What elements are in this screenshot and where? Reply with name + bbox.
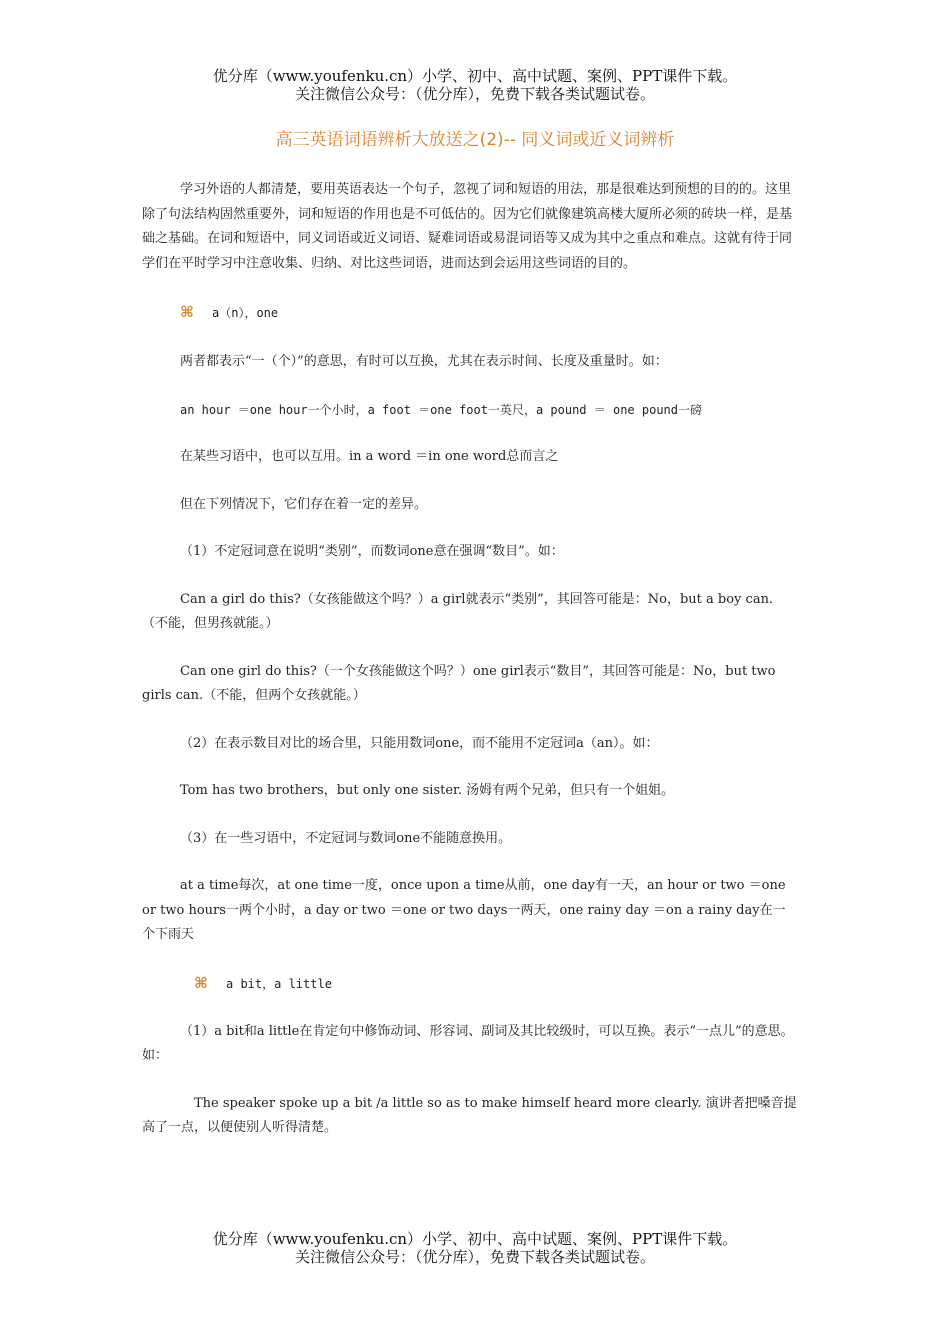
- footer-line-2: 关注微信公众号：（优分库），免费下载各类试题试卷。: [294, 1248, 655, 1266]
- command-icon: ⌘: [194, 973, 208, 992]
- paragraph: Can one girl do this?（一个女孩能做这个吗？）one girl表示“数目”，其回答可能是：No，but two girls can.（不能，但两个女孩就能。）: [142, 663, 776, 703]
- section-heading-a-bit: [142, 971, 797, 997]
- header-line-2: 关注微信公众号：（优分库），免费下载各类试题试卷。: [294, 85, 655, 103]
- section-heading-text: a bit，a little: [226, 976, 332, 991]
- paragraph: （3）在一些习语中，不定冠词与数词one不能随意换用。: [180, 830, 512, 846]
- paragraph: （1）不定冠词意在说明“类别”，而数词one意在强调“数目”。如：: [180, 544, 564, 559]
- intro-paragraph: 学习外语的人都清楚，要用英语表达一个句子，忽视了词和短语的用法，那是很难达到预想的目的的。这里除了句法结构固然重要外，词和短语的作用也是不可低估的。因为它们就像建筑高楼大厦所必须的砖块一样，是基础之基础。在词和短语中，同义词语或近义词语、疑难词语或易混词语等又成为其中之重点和难点。这就有待于同学们在平时学习中注意收集、归纳、对比这些词语，进而达到会运用这些词语的目的。: [142, 182, 793, 271]
- section-heading-a-one: [142, 300, 797, 326]
- paragraph: an hour ＝one hour一个小时，a foot ＝one foot一英尺，a pound ＝ one pound一磅: [180, 402, 703, 417]
- document-body: [142, 178, 797, 1141]
- paragraph: The speaker spoke up a bit /a little so as to make himself heard more clearly. 演讲者把嗓音提高了一点，以便使别人听得清楚。: [142, 1095, 797, 1135]
- document-title: 高三英语词语辨析大放送之(2)-- 同义词或近义词辨析: [275, 130, 675, 150]
- header-line-1: 优分库（www.youfenku.cn）小学、初中、高中试题、案例、PPT课件下载。: [212, 67, 738, 85]
- paragraph: Can a girl do this?（女孩能做这个吗？）a girl就表示“类别”，其回答可能是：No，but a boy can.（不能，但男孩就能。）: [142, 591, 774, 631]
- command-icon: ⌘: [180, 303, 194, 321]
- footer-line-1: 优分库（www.youfenku.cn）小学、初中、高中试题、案例、PPT课件下载。: [212, 1230, 738, 1248]
- paragraph: 两者都表示“一（个）”的意思，有时可以互换，尤其在表示时间、长度及重量时。如：: [180, 354, 668, 369]
- paragraph: 但在下列情况下，它们存在着一定的差异。: [180, 496, 428, 512]
- page-header: [0, 67, 950, 103]
- paragraph: at a time每次，at one time一度，once upon a time从前，one day有一天，an hour or two ＝one or two hours一两个小时，a day or two ＝one or two days一两天，one rainy day ＝on a rainy day在一个下雨天: [142, 878, 786, 942]
- paragraph: （2）在表示数目对比的场合里，只能用数词one，而不能用不定冠词a（an）。如：: [180, 735, 659, 751]
- paragraph: （1）a bit和a little在肯定句中修饰动词、形容词、副词及其比较级时，可以互换。表示“一点儿”的意思。如：: [142, 1023, 794, 1063]
- page-footer: [0, 1230, 950, 1266]
- section-heading-text: a（n），one: [212, 306, 279, 320]
- paragraph: Tom has two brothers，but only one sister. 汤姆有两个兄弟，但只有一个姐姐。: [180, 783, 675, 798]
- paragraph: 在某些习语中，也可以互用。in a word ＝in one word总而言之: [180, 449, 559, 464]
